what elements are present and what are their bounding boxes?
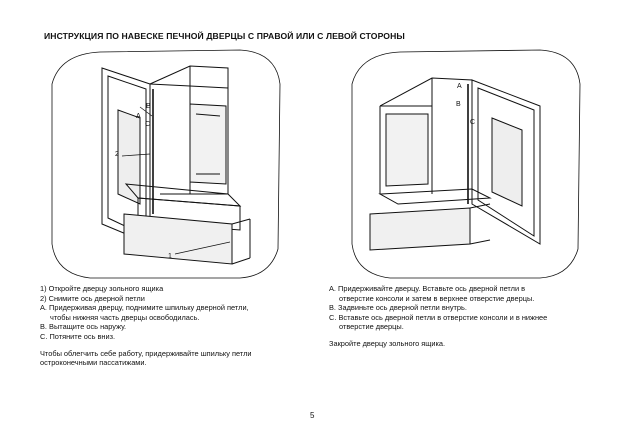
label-1: 1 <box>168 253 172 260</box>
step-c-cont: отверстие дверцы. <box>339 322 404 332</box>
label-c: C <box>470 119 476 126</box>
step-2: 2) Снимите ось дверной петли <box>40 293 145 303</box>
label-a: A <box>457 83 462 90</box>
left-instructions <box>40 284 310 368</box>
figure-right-door-install <box>340 44 590 284</box>
step-b: B. Задвиньте ось дверной петли внутрь. <box>329 303 467 313</box>
step-a-cont: чтобы нижняя часть дверцы освободилась. <box>50 312 200 322</box>
step-a-cont: отверстие консоли и затем в верхнее отверстие дверцы. <box>339 293 535 303</box>
page-number: 5 <box>310 411 315 420</box>
label-b: B <box>146 103 151 110</box>
figure-left-door-removal <box>40 44 290 284</box>
label-b: B <box>456 101 461 108</box>
step-c: C. Вставьте ось дверной петли в отверстие консоли и в нижнее <box>329 312 548 322</box>
page-title: ИНСТРУКЦИЯ ПО НАВЕСКЕ ПЕЧНОЙ ДВЕРЦЫ С ПРАВОЙ ИЛИ С ЛЕВОЙ СТОРОНЫ <box>44 31 405 41</box>
final-step: Закройте дверцу зольного ящика. <box>329 338 446 348</box>
step-a: A. Придерживая дверцу, поднимите шпильку дверной петли, <box>40 303 249 313</box>
right-instructions <box>329 284 599 349</box>
step-a: A. Придерживайте дверцу. Вставьте ось дверной петли в <box>329 284 526 293</box>
step-c: C. Потяните ось вниз. <box>40 331 116 341</box>
label-2: 2 <box>115 151 119 158</box>
label-c: C <box>145 121 151 128</box>
tip-text: Чтобы облегчить себе работу, придерживайте шпильку петли <box>40 348 252 358</box>
step-1: 1) Откройте дверцу зольного ящика <box>40 284 164 293</box>
label-a: A <box>136 113 141 120</box>
step-b: B. Вытащите ось наружу. <box>40 322 127 332</box>
tip-text-cont: остроконечными пассатижами. <box>40 358 147 368</box>
